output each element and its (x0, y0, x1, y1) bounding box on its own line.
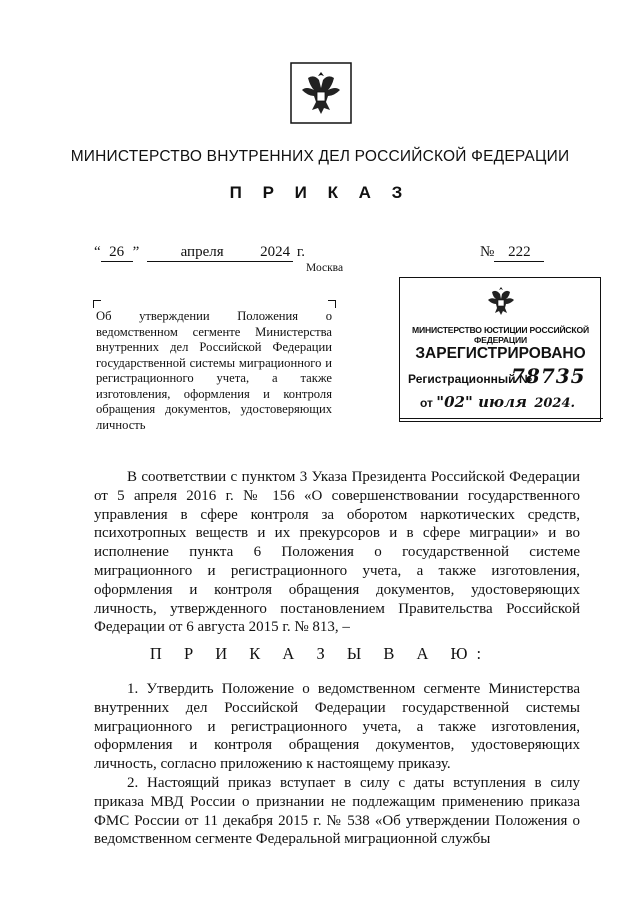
date-year-prefix: 20 (260, 244, 276, 260)
date-month: апреля (147, 244, 257, 262)
coat-of-arms-icon (290, 62, 352, 124)
stamp-organization: МИНИСТЕРСТВО ЮСТИЦИИ РОССИЙСКОЙ ФЕДЕРАЦИИ (412, 325, 589, 345)
date-year-abbr: г. (296, 244, 306, 260)
stamp-reg-label: Регистрационный № (408, 372, 533, 386)
number-sign: № (480, 244, 495, 260)
stamp-emblem-icon (484, 284, 518, 318)
city: Москва (306, 262, 344, 274)
stamp-date-from: от (420, 396, 433, 410)
date-day: 26 (101, 244, 133, 262)
number-value: 222 (494, 244, 544, 262)
document-title: П Р И К А З (229, 183, 411, 202)
stamp-reg-number: 78735 (511, 364, 586, 388)
date-close-quote: ” (132, 244, 140, 260)
corner-mark-right (328, 300, 336, 308)
preamble-paragraph: В соответствии с пунктом 3 Указа Президента Российской Федерации от 5 апреля 2016 г. № 156 «О совершенствовании государственного управления в сфере контроля за оборотом наркотических средств, психотропных веществ и их прекурсоров и в сфере миграции» и во исполнение пункта 6 Положения о государственной системе миграционного и регистрационного учета, а также изготовления, оформления и контроля обращения документов, удостоверяющих личность, утвержденного постановлением Правительства Российской Федерации от 6 августа 2015 г. № 813, – (94, 469, 580, 636)
date-year-suffix: 24 (275, 244, 291, 260)
order-date (94, 244, 305, 262)
corner-mark-left (93, 300, 101, 308)
stamp-date-day: "02" (436, 393, 473, 411)
order-subject: Об утверждении Положения о ведомственном сегменте Министерства внутренних дел Российской Федерации государственной системы миграционного и регистрационного учета, а также изготовления, оформления и контроля обращения документов, удостоверяющих личность (96, 309, 332, 432)
order-item-2: 2. Настоящий приказ вступает в силу с даты вступления в силу приказа МВД России о признании не подлежащим применению приказа ФМС России от 11 декабря 2015 г. № 538 «Об утверждении Положения о ведомственном сегменте Федеральной миграционной службы (94, 775, 580, 848)
stamp-date-month: июля (478, 393, 527, 411)
stamp-registered: ЗАРЕГИСТРИРОВАНО (415, 345, 586, 362)
ministry-name: МИНИСТЕРСТВО ВНУТРЕННИХ ДЕЛ РОССИЙСКОЙ ФЕДЕРАЦИИ (70, 148, 570, 165)
order-item-1: 1. Утвердить Положение о ведомственном сегменте Министерства внутренних дел Российской Федерации государственной системы миграционного и регистрационного учета, а также изготовления, оформления и контроля обращения документов, удостоверяющих личность, согласно приложению к настоящему приказу. (94, 681, 580, 773)
stamp-underline (399, 418, 603, 419)
date-open-quote: “ (94, 244, 101, 260)
stamp-date (420, 393, 575, 411)
order-word: П Р И К А З Ы В А Ю: (149, 644, 491, 663)
stamp-date-year: 2024. (534, 396, 576, 411)
order-number (480, 244, 544, 262)
